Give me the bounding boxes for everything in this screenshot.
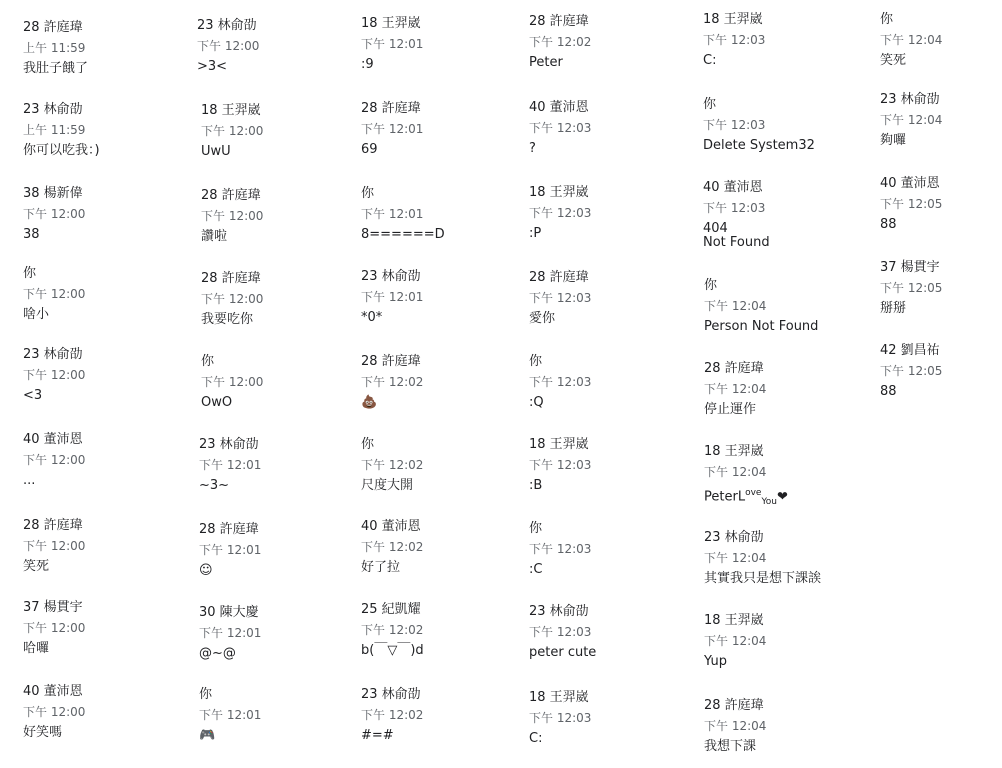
message-sender: 23 林俞劭: [704, 530, 764, 545]
message-text: >3<: [197, 59, 228, 74]
message-text: 69: [361, 142, 378, 157]
message-text: 我想下課: [704, 739, 757, 754]
message-timestamp: 下午 12:03: [529, 206, 592, 220]
message-timestamp: 上午 11:59: [23, 123, 86, 137]
message-timestamp: 下午 12:04: [704, 634, 767, 648]
message-timestamp: 下午 12:02: [529, 35, 592, 49]
message-text: 404 Not Found: [703, 221, 770, 250]
message-text: 88: [880, 217, 897, 232]
message-sender: 28 許庭瑋: [704, 698, 764, 713]
message-text: :Q: [529, 395, 544, 410]
message-sender: 25 紀凱耀: [361, 602, 421, 617]
message-timestamp: 下午 12:01: [199, 458, 262, 472]
message-sender: 28 許庭瑋: [529, 14, 589, 29]
message-sender: 40 董沛恩: [23, 684, 83, 699]
message-sender: 28 許庭瑋: [704, 361, 764, 376]
message-text: ☺: [199, 563, 213, 578]
message-sender: 23 林俞劭: [23, 102, 83, 117]
superscript-text: ove: [745, 488, 762, 498]
message-timestamp: 下午 12:02: [361, 375, 424, 389]
message-sender: 18 王羿崴: [529, 437, 589, 452]
message-text: 88: [880, 384, 897, 399]
message-sender: 28 許庭瑋: [201, 188, 261, 203]
message-timestamp: 下午 12:01: [199, 708, 262, 722]
message-timestamp: 下午 12:00: [23, 621, 86, 635]
message-timestamp: 下午 12:03: [529, 625, 592, 639]
message-timestamp: 下午 12:00: [23, 368, 86, 382]
message-timestamp: 下午 12:04: [880, 113, 943, 127]
message-sender: 38 楊新偉: [23, 186, 83, 201]
message-sender: 28 許庭瑋: [361, 354, 421, 369]
message-sender: 你: [704, 278, 718, 293]
message-sender: 40 董沛恩: [529, 100, 589, 115]
message-timestamp: 下午 12:04: [704, 465, 767, 479]
message-timestamp: 下午 12:04: [880, 33, 943, 47]
message-sender: 你: [361, 437, 375, 452]
message-timestamp: 下午 12:03: [529, 542, 592, 556]
message-timestamp: 下午 12:00: [201, 292, 264, 306]
message-text: :B: [529, 478, 543, 493]
message-timestamp: 下午 12:01: [199, 543, 262, 557]
message-sender: 18 王羿崴: [361, 16, 421, 31]
message-sender: 23 林俞劭: [529, 604, 589, 619]
message-timestamp: 下午 12:04: [704, 719, 767, 733]
message-text: 好了拉: [361, 560, 401, 575]
message-text: ~3~: [199, 478, 230, 493]
message-timestamp: 下午 12:03: [703, 118, 766, 132]
message-timestamp: 下午 12:02: [361, 623, 424, 637]
message-sender: 40 董沛恩: [880, 176, 940, 191]
message-text: *0*: [361, 310, 383, 325]
message-sender: 23 林俞劭: [361, 687, 421, 702]
message-text: :C: [529, 562, 543, 577]
message-timestamp: 下午 12:01: [199, 626, 262, 640]
message-sender: 23 林俞劭: [880, 92, 940, 107]
message-sender: 你: [703, 97, 717, 112]
message-text-styled: [704, 486, 788, 509]
message-sender: 18 王羿崴: [703, 12, 763, 27]
message-text: C:: [703, 53, 717, 68]
message-text: 停止運作: [704, 402, 757, 417]
message-sender: 你: [529, 521, 543, 536]
message-timestamp: 下午 12:02: [361, 540, 424, 554]
message-timestamp: 下午 12:03: [703, 33, 766, 47]
message-timestamp: 下午 12:00: [201, 375, 264, 389]
message-sender: 你: [199, 687, 213, 702]
message-timestamp: 下午 12:03: [529, 375, 592, 389]
message-sender: 23 林俞劭: [199, 437, 259, 452]
message-text: 愛你: [529, 311, 556, 326]
message-sender: 18 王羿崴: [529, 185, 589, 200]
message-text: 💩: [361, 395, 378, 410]
message-sender: 你: [529, 354, 543, 369]
message-timestamp: 下午 12:05: [880, 281, 943, 295]
message-text: Delete System32: [703, 138, 815, 153]
message-sender: 18 王羿崴: [529, 690, 589, 705]
message-text: 其實我只是想下課誒: [704, 571, 822, 586]
message-timestamp: 下午 12:04: [704, 299, 767, 313]
message-sender: 28 許庭瑋: [361, 101, 421, 116]
message-sender: 你: [201, 354, 215, 369]
message-sender: 40 董沛恩: [703, 180, 763, 195]
message-timestamp: 下午 12:01: [361, 122, 424, 136]
message-text: 啥小: [23, 307, 50, 322]
message-sender: 40 董沛恩: [23, 432, 83, 447]
message-text: 笑死: [23, 559, 50, 574]
message-sender: 28 許庭瑋: [529, 270, 589, 285]
message-sender: 42 劉昌祐: [880, 343, 940, 358]
message-text: 夠囉: [880, 133, 907, 148]
message-text: <3: [23, 388, 43, 403]
message-text: C:: [529, 731, 543, 746]
message-timestamp: 下午 12:02: [361, 708, 424, 722]
message-timestamp: 下午 12:00: [23, 539, 86, 553]
message-sender: 28 許庭瑋: [201, 271, 261, 286]
message-timestamp: 下午 12:02: [361, 458, 424, 472]
message-sender: 37 楊貫宇: [23, 600, 83, 615]
message-sender: 你: [23, 266, 37, 281]
text-part: Peter: [704, 489, 738, 505]
message-text: @~@: [199, 646, 236, 661]
message-sender: 23 林俞劭: [23, 347, 83, 362]
message-sender: 28 許庭瑋: [23, 518, 83, 533]
message-text: UwU: [201, 144, 231, 159]
message-timestamp: 下午 12:00: [201, 124, 264, 138]
message-text: 38: [23, 227, 40, 242]
message-sender: 你: [880, 12, 894, 27]
message-text: 我要吃你: [201, 312, 254, 327]
message-timestamp: 下午 12:00: [23, 453, 86, 467]
message-sender: 18 王羿崴: [704, 444, 764, 459]
message-text: OwO: [201, 395, 233, 410]
message-text: ?: [529, 141, 536, 156]
message-timestamp: 下午 12:03: [529, 458, 592, 472]
message-timestamp: 下午 12:00: [197, 39, 260, 53]
message-sender: 18 王羿崴: [704, 613, 764, 628]
message-sender: 28 許庭瑋: [199, 522, 259, 537]
message-sender: 28 許庭瑋: [23, 20, 83, 35]
heart-icon: ❤: [776, 489, 788, 505]
message-timestamp: 下午 12:05: [880, 364, 943, 378]
message-text: ...: [23, 473, 36, 488]
message-timestamp: 下午 12:01: [361, 207, 424, 221]
message-text: 🎮: [199, 728, 216, 743]
message-text: :P: [529, 226, 542, 241]
message-timestamp: 下午 12:00: [23, 207, 86, 221]
message-text: Person Not Found: [704, 319, 819, 334]
message-text: #=#: [361, 728, 394, 743]
message-timestamp: 下午 12:00: [23, 287, 86, 301]
message-timestamp: 下午 12:01: [361, 37, 424, 51]
message-text: 好笑嗎: [23, 725, 63, 740]
message-sender: 37 楊貫宇: [880, 260, 940, 275]
message-text: 我肚子餓了: [23, 61, 89, 76]
message-timestamp: 下午 12:03: [529, 121, 592, 135]
text-part: L: [737, 489, 746, 505]
message-sender: 18 王羿崴: [201, 103, 261, 118]
message-text: 8======D: [361, 227, 445, 242]
message-timestamp: 下午 12:03: [703, 201, 766, 215]
message-text: 尺度大開: [361, 478, 414, 493]
message-text: Peter: [529, 55, 563, 70]
message-sender: 40 董沛恩: [361, 519, 421, 534]
message-timestamp: 下午 12:03: [529, 711, 592, 725]
message-text: peter cute: [529, 645, 597, 660]
message-timestamp: 下午 12:01: [361, 290, 424, 304]
message-sender: 23 林俞劭: [197, 18, 257, 33]
subscript-text: You: [761, 496, 777, 507]
message-text: 哈囉: [23, 641, 50, 656]
message-timestamp: 下午 12:00: [201, 209, 264, 223]
message-text: 掰掰: [880, 301, 907, 316]
message-sender: 23 林俞劭: [361, 269, 421, 284]
message-sender: 30 陳大慶: [199, 605, 259, 620]
message-timestamp: 下午 12:03: [529, 291, 592, 305]
message-text: 笑死: [880, 53, 907, 68]
message-text: 你可以吃我：): [23, 143, 100, 158]
message-text: 讚啦: [201, 229, 228, 244]
message-sender: 你: [361, 186, 375, 201]
message-text: Yup: [704, 654, 727, 669]
message-timestamp: 下午 12:04: [704, 382, 767, 396]
message-text: :9: [361, 57, 374, 72]
message-timestamp: 下午 12:04: [704, 551, 767, 565]
message-text: b(￣▽￣)d: [361, 643, 424, 658]
message-timestamp: 下午 12:05: [880, 197, 943, 211]
message-timestamp: 上午 11:59: [23, 41, 86, 55]
message-timestamp: 下午 12:00: [23, 705, 86, 719]
